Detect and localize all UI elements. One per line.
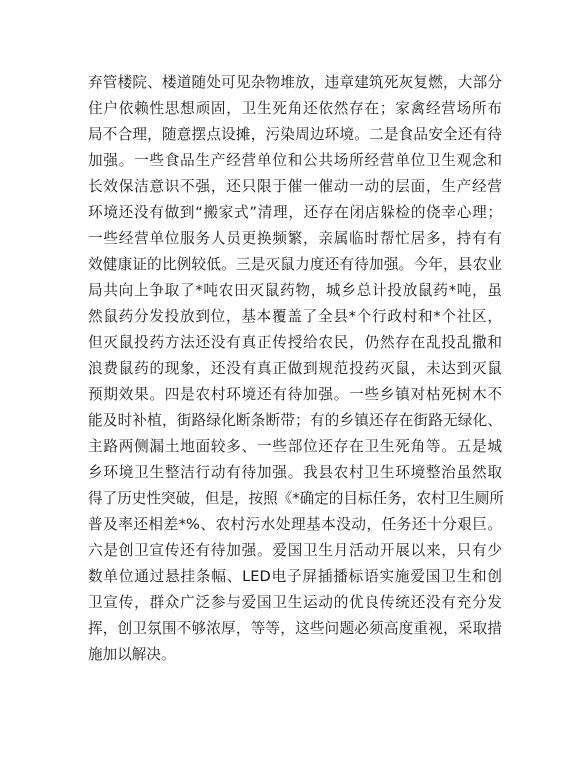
- text-line: 卫宣传，群众广泛参与爱国卫生运动的优良传统还没有充分发: [88, 594, 502, 611]
- text-line: 局共向上争取了*吨农田灭鼠药物，城乡总计投放鼠药*吨，虽: [88, 282, 502, 299]
- text-line: 局不合理，随意摆点设摊，污染周边环境。二是食品安全还有待: [88, 126, 502, 143]
- body-paragraph: [88, 70, 502, 668]
- text-line: 挥，创卫氛围不够浓厚，等等，这些问题必须高度重视，采取措: [88, 620, 502, 637]
- text-line: 得了历史性突破，但是，按照《*确定的目标任务，农村卫生厕所: [88, 490, 504, 507]
- text-line: 施加以解决。: [88, 646, 176, 663]
- text-line: 住户依赖性思想顽固，卫生死角还依然存在；家禽经营场所布: [88, 100, 502, 117]
- text-line: 然鼠药分发投放到位，基本覆盖了全县*个行政村和*个社区，: [88, 308, 502, 325]
- text-line: 长效保洁意识不强，还只限于催一催动一动的层面，生产经营: [88, 178, 502, 195]
- text-line: 乡环境卫生整洁行动有待加强。我县农村卫生环境整治虽然取: [88, 464, 502, 481]
- text-line: 预期效果。四是农村环境还有待加强。一些乡镇对枯死树木不: [88, 386, 502, 403]
- text-line: 一些经营单位服务人员更换频繁，亲属临时帮忙居多，持有有: [88, 230, 502, 247]
- text-line: 浪费鼠药的现象，还没有真正做到规范投药灭鼠，未达到灭鼠: [88, 360, 502, 377]
- text-line: 普及率还相差*%、农村污水处理基本没动，任务还十分艰巨。: [88, 516, 502, 533]
- text-line: 六是创卫宣传还有待加强。爱国卫生月活动开展以来，只有少: [88, 542, 502, 559]
- text-line: 但灭鼠投药方法还没有真正传授给农民，仍然存在乱投乱撒和: [88, 334, 502, 351]
- text-line: 弃管楼院、楼道随处可见杂物堆放，违章建筑死灰复燃，大部分: [88, 74, 502, 91]
- text-line: 主路两侧漏土地面较多、一些部位还存在卫生死角等。五是城: [88, 438, 502, 455]
- text-line: 环境还没有做到“搬家式”清理，还存在闭店躲检的侥幸心理；: [88, 204, 502, 221]
- text-line: 效健康证的比例较低。三是灭鼠力度还有待加强。今年，县农业: [88, 256, 502, 273]
- text-line: 数单位通过悬挂条幅、LED电子屏插播标语实施爱国卫生和创: [88, 568, 502, 585]
- text-line: 加强。一些食品生产经营单位和公共场所经营单位卫生观念和: [88, 152, 502, 169]
- text-line: 能及时补植，街路绿化断条断带；有的乡镇还存在街路无绿化、: [88, 412, 502, 429]
